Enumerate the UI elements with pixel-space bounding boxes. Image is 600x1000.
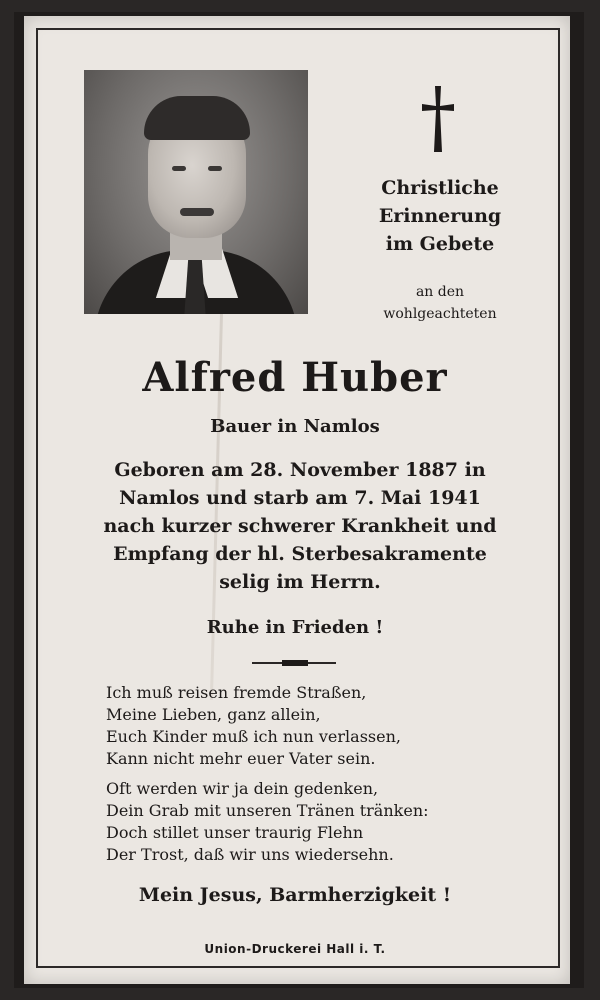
bio-line: Empfang der hl. Sterbesakramente <box>113 543 487 565</box>
dedication-line: an den <box>415 284 465 300</box>
memorial-poem <box>106 682 429 866</box>
divider-ornament <box>282 660 308 666</box>
poem-line: Oft werden wir ja dein gedenken, <box>106 779 379 798</box>
poem-line: Ich muß reisen fremde Straßen, <box>106 683 367 702</box>
bio-line: nach kurzer schwerer Krankheit und <box>103 515 497 537</box>
poem-line: Der Trost, daß wir uns wiedersehn. <box>106 845 394 864</box>
portrait-photo <box>84 70 308 314</box>
poem-line: Meine Lieben, ganz allein, <box>106 705 321 724</box>
bio-line: Geboren am 28. November 1887 in <box>114 459 486 481</box>
poem-line: Kann nicht mehr euer Vater sein. <box>106 749 376 768</box>
heading-line: Christliche <box>381 177 499 199</box>
heading-line: Erinnerung <box>378 205 502 227</box>
deceased-name: Alfred Huber <box>142 354 448 401</box>
poem-line: Doch stillet unser traurig Flehn <box>106 823 364 842</box>
bio-line: selig im Herrn. <box>219 571 381 593</box>
rest-in-peace: Ruhe in Frieden ! <box>206 617 384 638</box>
bio-line: Namlos und starb am 7. Mai 1941 <box>119 487 481 509</box>
printer-credit: Union-Druckerei Hall i. T. <box>204 942 386 956</box>
cross-icon <box>418 84 458 154</box>
occupation: Bauer in Namlos <box>210 416 380 437</box>
dedication <box>340 281 540 325</box>
poem-line: Dein Grab mit unseren Tränen tränken: <box>106 801 429 820</box>
dedication-line: wohlgeachteten <box>383 306 497 322</box>
card-heading <box>340 174 540 258</box>
closing-prayer: Mein Jesus, Barmherzigkeit ! <box>138 884 452 906</box>
biography <box>40 456 560 596</box>
poem-line: Euch Kinder muß ich nun verlassen, <box>106 727 401 746</box>
heading-line: im Gebete <box>385 233 495 255</box>
